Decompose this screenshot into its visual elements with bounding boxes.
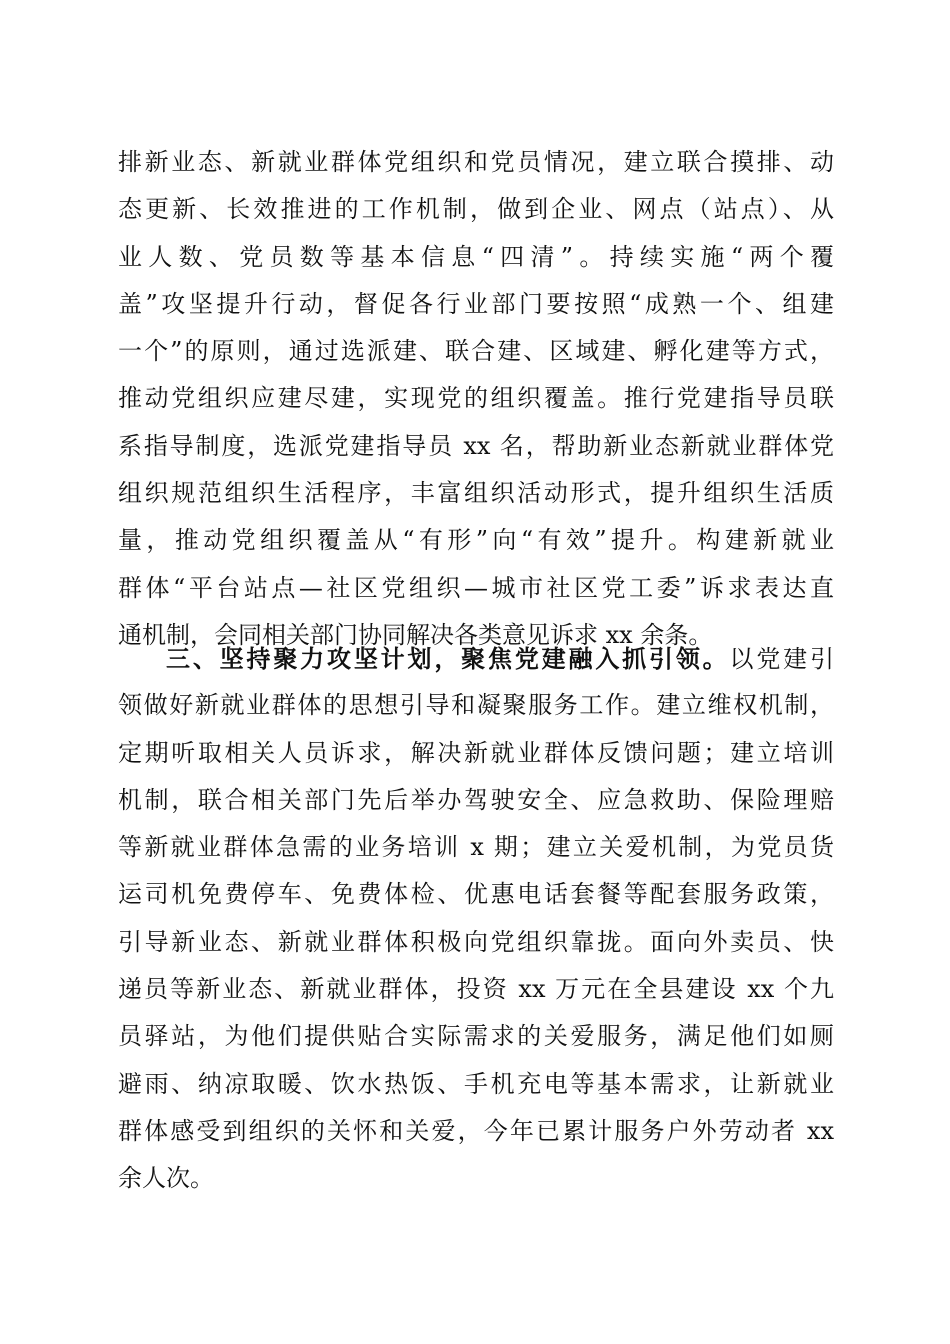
paragraph-1-line-11: 通机制，会同相关部门协同解决各类意见诉求 xx 余条。	[118, 620, 713, 649]
paragraph-2-line-6: 运司机免费停车、免费体检、优惠电话套餐等配套服务政策，	[118, 880, 834, 909]
paragraph-2-line-4: 机制，联合相关部门先后举办驾驶安全、应急救助、保险理赔	[118, 785, 834, 814]
paragraph-2	[118, 635, 834, 1203]
paragraph-1-line-4: 盖”攻坚提升行动，督促各行业部门要按照“成熟一个、组建	[118, 289, 834, 318]
paragraph-2-line-1	[118, 635, 834, 682]
paragraph-1-line-7: 系指导制度，选派党建指导员 xx 名，帮助新业态新就业群体党	[118, 431, 834, 460]
section-heading: 三、坚持聚力攻坚计划，聚焦党建融入抓引领。	[166, 644, 730, 673]
paragraph-2-line-8: 递员等新业态、新就业群体，投资 xx 万元在全县建设 xx 个九	[118, 975, 834, 1004]
paragraph-1-line-5: 一个”的原则，通过选派建、联合建、区域建、孵化建等方式，	[118, 337, 834, 366]
paragraph-1-line-6: 推动党组织应建尽建，实现党的组织覆盖。推行党建指导员联	[118, 384, 834, 413]
paragraph-1	[118, 139, 834, 659]
paragraph-2-line-3: 定期听取相关人员诉求，解决新就业群体反馈问题；建立培训	[118, 738, 834, 767]
paragraph-2-line-9: 员驿站，为他们提供贴合实际需求的关爱服务，满足他们如厕	[118, 1022, 834, 1051]
paragraph-1-line-1: 排新业态、新就业群体党组织和党员情况，建立联合摸排、动	[118, 148, 834, 176]
paragraph-1-line-3: 业人数、党员数等基本信息“四清”。持续实施“两个覆	[118, 242, 834, 271]
paragraph-1-line-2: 态更新、长效推进的工作机制，做到企业、网点（站点）、从	[118, 195, 834, 224]
paragraph-2-line-2: 领做好新就业群体的思想引导和凝聚服务工作。建立维权机制，	[118, 691, 834, 720]
paragraph-2-line-5: 等新就业群体急需的业务培训 x 期；建立关爱机制，为党员货	[118, 833, 834, 862]
paragraph-2-line-11: 群体感受到组织的关怀和关爱，今年已累计服务户外劳动者 xx	[118, 1116, 834, 1145]
paragraph-2-line-12: 余人次。	[118, 1164, 214, 1193]
paragraph-2-line-7: 引导新业态、新就业群体积极向党组织靠拢。面向外卖员、快	[118, 927, 834, 956]
paragraph-1-line-9: 量，推动党组织覆盖从“有形”向“有效”提升。构建新就业	[118, 526, 834, 555]
paragraph-1-line-10: 群体“平台站点—社区党组织—城市社区党工委”诉求表达直	[118, 573, 834, 602]
paragraph-2-line-1-rest: 以党建引	[729, 645, 834, 673]
paragraph-1-line-8: 组织规范组织生活程序，丰富组织活动形式，提升组织生活质	[118, 479, 834, 508]
paragraph-2-line-10: 避雨、纳凉取暖、饮水热饭、手机充电等基本需求，让新就业	[118, 1069, 834, 1098]
